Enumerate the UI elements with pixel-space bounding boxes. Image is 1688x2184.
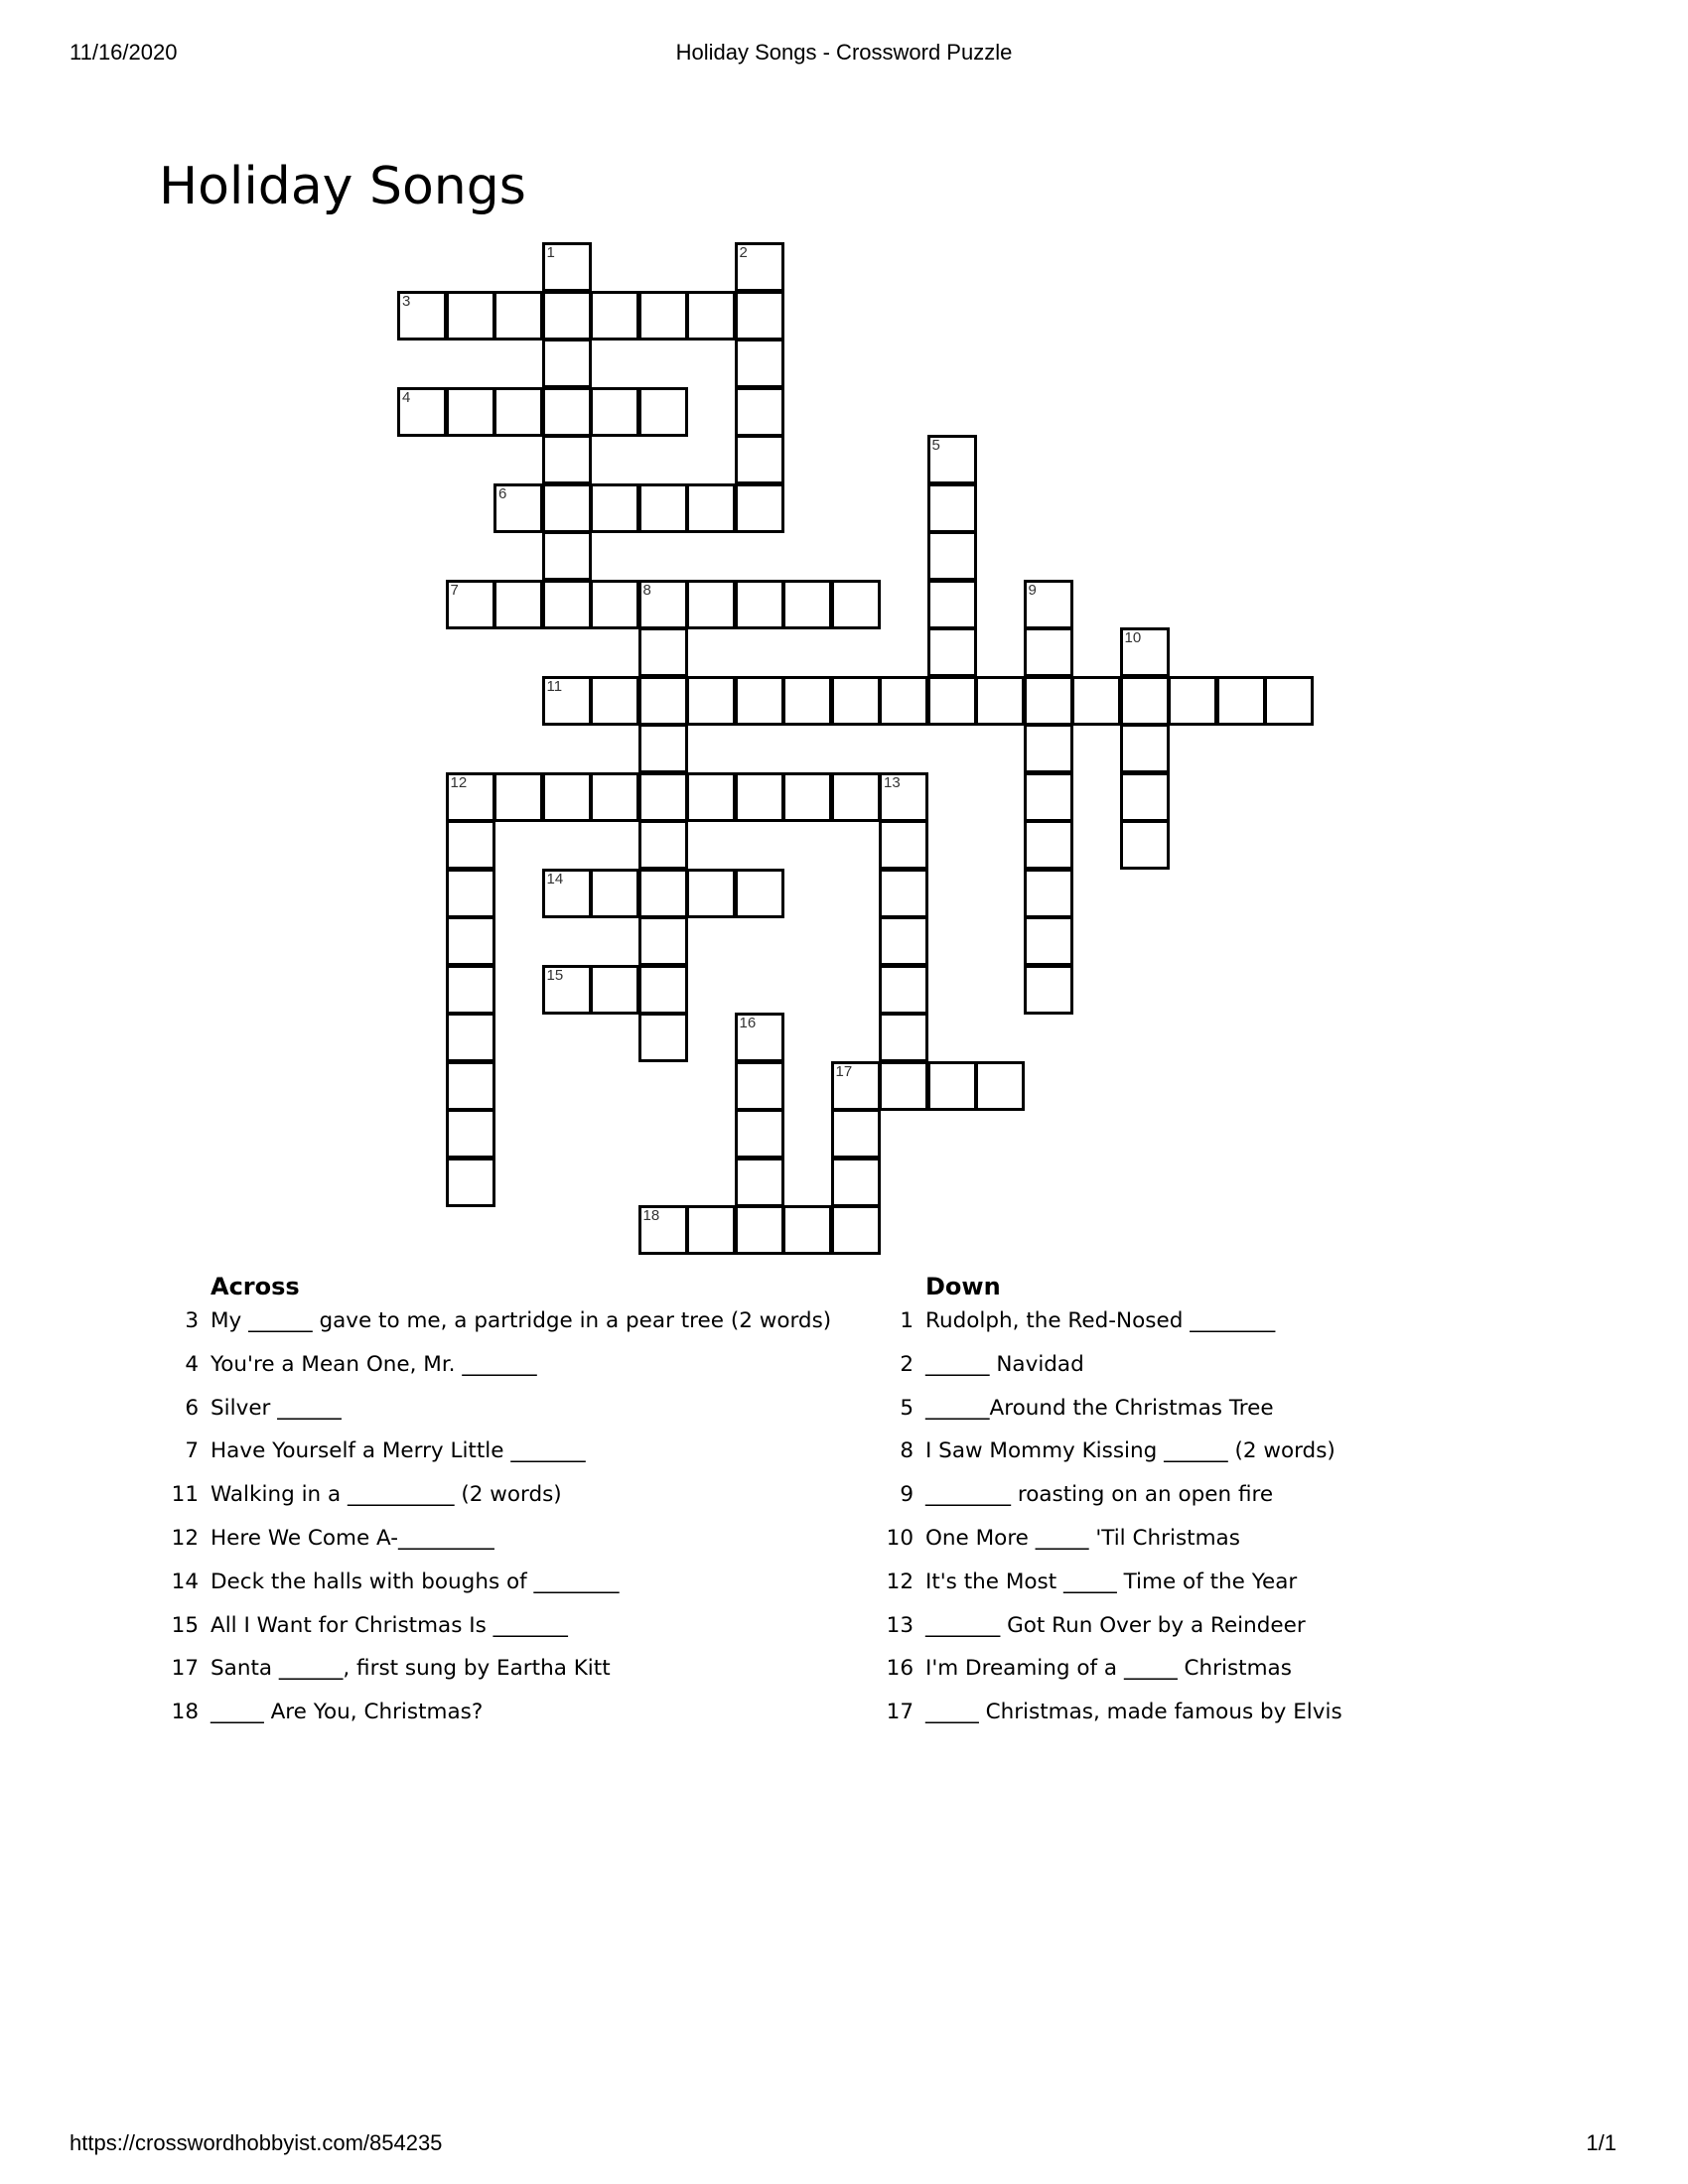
grid-cell[interactable] (446, 291, 495, 341)
clue-number: 3 (185, 1308, 199, 1333)
grid-cell[interactable] (831, 1158, 881, 1207)
clue-text: ________ roasting on an open fire (925, 1482, 1274, 1508)
grid-cell[interactable] (1024, 772, 1073, 822)
grid-cell[interactable] (446, 387, 495, 437)
clue-text: Have Yourself a Merry Little _______ (211, 1438, 586, 1464)
grid-cell[interactable] (879, 676, 928, 726)
clue-text: Walking in a __________ (2 words) (211, 1482, 562, 1508)
grid-cell[interactable] (1024, 965, 1073, 1015)
grid-cell[interactable] (446, 965, 495, 1015)
grid-cell[interactable] (879, 1013, 928, 1062)
grid-cell[interactable] (590, 387, 639, 437)
clue-text: It's the Most _____ Time of the Year (925, 1569, 1298, 1594)
grid-cell[interactable] (735, 387, 784, 437)
clue-text: One More _____ 'Til Christmas (925, 1525, 1240, 1551)
grid-cell[interactable] (686, 869, 736, 918)
print-page-number: 1/1 (1586, 2130, 1617, 2155)
grid-cell[interactable] (686, 1205, 736, 1255)
grid-cell[interactable] (590, 772, 639, 822)
grid-cell[interactable] (638, 1205, 688, 1255)
grid-cell[interactable] (590, 580, 639, 629)
clue-item (159, 1570, 854, 1613)
grid-cell[interactable] (831, 1109, 881, 1159)
grid-cell[interactable] (542, 531, 592, 581)
grid-cell[interactable] (927, 676, 977, 726)
grid-cell[interactable] (782, 772, 832, 822)
clue-number: 17 (886, 1700, 914, 1725)
grid-cell[interactable] (831, 1061, 881, 1111)
grid-cell[interactable] (1024, 724, 1073, 773)
grid-cell[interactable] (493, 772, 543, 822)
grid-cell[interactable] (590, 291, 639, 341)
clue-number: 15 (171, 1612, 199, 1638)
grid-cell[interactable] (638, 1013, 688, 1062)
grid-cell[interactable] (590, 869, 639, 918)
grid-cell[interactable] (493, 387, 543, 437)
grid-cell[interactable] (735, 580, 784, 629)
across-clues (159, 1273, 854, 1743)
grid-cell[interactable] (446, 1061, 495, 1111)
cell-number: 1 (546, 244, 555, 261)
clue-text: I Saw Mommy Kissing ______ (2 words) (925, 1438, 1336, 1464)
clue-item (874, 1396, 1489, 1439)
clue-number: 18 (171, 1700, 199, 1725)
cell-number: 7 (450, 581, 459, 599)
grid-cell[interactable] (542, 339, 592, 388)
grid-cell[interactable] (542, 435, 592, 484)
grid-cell[interactable] (735, 772, 784, 822)
clue-item (874, 1700, 1489, 1743)
clue-item (159, 1352, 854, 1396)
clue-number: 4 (185, 1351, 199, 1377)
grid-cell[interactable] (638, 627, 688, 677)
grid-cell[interactable] (735, 435, 784, 484)
cell-number: 17 (835, 1062, 853, 1080)
clue-item (159, 1396, 854, 1439)
grid-cell[interactable] (831, 1205, 881, 1255)
grid-cell[interactable] (686, 580, 736, 629)
clue-number: 13 (886, 1612, 914, 1638)
down-clues (874, 1273, 1489, 1743)
grid-cell[interactable] (1071, 676, 1121, 726)
clue-item (874, 1656, 1489, 1700)
grid-cell[interactable] (735, 1158, 784, 1207)
puzzle-title: Holiday Songs (159, 157, 526, 216)
cell-number: 6 (498, 484, 507, 502)
grid-cell[interactable] (1120, 772, 1170, 822)
clue-item (159, 1526, 854, 1570)
clue-text: Santa ______, first sung by Eartha Kitt (211, 1656, 611, 1682)
grid-cell[interactable] (493, 580, 543, 629)
clue-item (159, 1613, 854, 1657)
grid-cell[interactable] (542, 965, 592, 1015)
grid-cell[interactable] (638, 772, 688, 822)
grid-cell[interactable] (879, 869, 928, 918)
clue-text: _______ Got Run Over by a Reindeer (925, 1612, 1306, 1638)
grid-cell[interactable] (1168, 676, 1217, 726)
clue-item (874, 1438, 1489, 1482)
grid-cell[interactable] (782, 1205, 832, 1255)
grid-cell[interactable] (638, 291, 688, 341)
grid-cell[interactable] (493, 291, 543, 341)
cell-number: 11 (546, 677, 563, 695)
grid-cell[interactable] (446, 820, 495, 870)
grid-cell[interactable] (1120, 820, 1170, 870)
grid-cell[interactable] (879, 820, 928, 870)
grid-cell[interactable] (542, 676, 592, 726)
clue-item (159, 1308, 854, 1352)
grid-cell[interactable] (686, 483, 736, 533)
grid-cell[interactable] (735, 242, 784, 292)
cell-number: 3 (402, 292, 411, 310)
grid-cell[interactable] (542, 291, 592, 341)
grid-cell[interactable] (638, 483, 688, 533)
print-footer-url: https://crosswordhobbyist.com/854235 (70, 2130, 443, 2155)
clue-number: 9 (900, 1482, 914, 1508)
grid-cell[interactable] (831, 676, 881, 726)
grid-cell[interactable] (542, 387, 592, 437)
grid-cell[interactable] (542, 772, 592, 822)
grid-cell[interactable] (493, 483, 543, 533)
grid-cell[interactable] (1024, 676, 1073, 726)
grid-cell[interactable] (735, 1205, 784, 1255)
grid-cell[interactable] (686, 772, 736, 822)
grid-cell[interactable] (1120, 627, 1170, 677)
print-date: 11/16/2020 (70, 40, 178, 65)
grid-cell[interactable] (735, 869, 784, 918)
grid-cell[interactable] (638, 869, 688, 918)
grid-cell[interactable] (927, 580, 977, 629)
grid-cell[interactable] (735, 339, 784, 388)
cell-number: 5 (931, 437, 940, 454)
down-clue-list (874, 1308, 1489, 1743)
grid-cell[interactable] (638, 387, 688, 437)
grid-cell[interactable] (879, 916, 928, 966)
grid-cell[interactable] (735, 1013, 784, 1062)
clue-item (874, 1526, 1489, 1570)
clue-text: ______Around the Christmas Tree (925, 1395, 1274, 1421)
grid-cell[interactable] (686, 676, 736, 726)
grid-cell[interactable] (638, 580, 688, 629)
grid-cell[interactable] (735, 1109, 784, 1159)
grid-cell[interactable] (446, 1158, 495, 1207)
clue-item (159, 1482, 854, 1526)
clue-text: I'm Dreaming of a _____ Christmas (925, 1656, 1292, 1682)
grid-cell[interactable] (638, 820, 688, 870)
grid-cell[interactable] (1024, 580, 1073, 629)
clue-number: 12 (886, 1569, 914, 1594)
clue-text: Here We Come A-_________ (211, 1525, 494, 1551)
clue-number: 2 (900, 1351, 914, 1377)
clue-item (874, 1613, 1489, 1657)
grid-cell[interactable] (446, 916, 495, 966)
grid-cell[interactable] (927, 483, 977, 533)
cell-number: 16 (739, 1015, 757, 1031)
grid-cell[interactable] (879, 965, 928, 1015)
grid-cell[interactable] (1024, 820, 1073, 870)
grid-cell[interactable] (446, 772, 495, 822)
grid-cell[interactable] (542, 242, 592, 292)
clue-number: 14 (171, 1569, 199, 1594)
clue-text: Deck the halls with boughs of ________ (211, 1569, 620, 1594)
cell-number: 4 (402, 388, 411, 406)
grid-cell[interactable] (590, 965, 639, 1015)
clue-item (159, 1438, 854, 1482)
print-header-title: Holiday Songs - Crossword Puzzle (675, 40, 1013, 65)
clue-text: You're a Mean One, Mr. _______ (211, 1351, 537, 1377)
cell-number: 14 (546, 870, 564, 887)
grid-cell[interactable] (446, 869, 495, 918)
cell-number: 10 (1124, 629, 1142, 646)
clue-number: 8 (900, 1438, 914, 1464)
cell-number: 13 (884, 773, 901, 791)
clue-number: 5 (900, 1395, 914, 1421)
grid-cell[interactable] (1024, 627, 1073, 677)
cell-number: 18 (642, 1207, 660, 1224)
grid-cell[interactable] (590, 483, 639, 533)
clue-number: 7 (185, 1438, 199, 1464)
grid-cell[interactable] (782, 676, 832, 726)
grid-cell[interactable] (638, 724, 688, 773)
cell-number: 12 (450, 773, 468, 791)
grid-cell[interactable] (927, 627, 977, 677)
grid-cell[interactable] (735, 1061, 784, 1111)
down-heading: Down (925, 1273, 1001, 1300)
clue-text: ______ Navidad (925, 1351, 1084, 1377)
grid-cell[interactable] (638, 916, 688, 966)
cell-number: 8 (642, 581, 651, 599)
grid-cell[interactable] (590, 676, 639, 726)
grid-cell[interactable] (879, 772, 928, 822)
clue-item (874, 1482, 1489, 1526)
grid-cell[interactable] (638, 676, 688, 726)
grid-cell[interactable] (879, 1061, 928, 1111)
grid-cell[interactable] (542, 580, 592, 629)
cell-number: 15 (546, 966, 564, 984)
grid-cell[interactable] (782, 580, 832, 629)
grid-cell[interactable] (1216, 676, 1266, 726)
grid-cell[interactable] (1120, 724, 1170, 773)
clue-number: 12 (171, 1525, 199, 1551)
clue-text: _____ Christmas, made famous by Elvis (925, 1700, 1342, 1725)
grid-cell[interactable] (446, 1013, 495, 1062)
grid-cell[interactable] (927, 531, 977, 581)
clue-item (874, 1308, 1489, 1352)
grid-cell[interactable] (446, 580, 495, 629)
grid-cell[interactable] (1120, 676, 1170, 726)
grid-cell[interactable] (927, 1061, 977, 1111)
clue-number: 16 (886, 1656, 914, 1682)
across-heading: Across (211, 1273, 300, 1300)
grid-cell[interactable] (1264, 676, 1314, 726)
clue-number: 17 (171, 1656, 199, 1682)
grid-cell[interactable] (446, 1109, 495, 1159)
cell-number: 2 (739, 244, 748, 261)
clue-number: 10 (886, 1525, 914, 1551)
grid-cell[interactable] (735, 291, 784, 341)
clue-text: All I Want for Christmas Is _______ (211, 1612, 568, 1638)
grid-cell[interactable] (397, 291, 447, 341)
grid-cell[interactable] (831, 772, 881, 822)
grid-cell[interactable] (975, 1061, 1025, 1111)
clue-text: Rudolph, the Red-Nosed ________ (925, 1308, 1276, 1333)
clue-text: My ______ gave to me, a partridge in a pear tree (2 words) (211, 1308, 832, 1333)
cell-number: 9 (1028, 581, 1037, 599)
grid-cell[interactable] (397, 387, 447, 437)
grid-cell[interactable] (542, 869, 592, 918)
clue-number: 1 (900, 1308, 914, 1333)
grid-cell[interactable] (927, 435, 977, 484)
clue-text: _____ Are You, Christmas? (211, 1700, 484, 1725)
grid-cell[interactable] (735, 676, 784, 726)
grid-cell[interactable] (831, 580, 881, 629)
clue-item (874, 1570, 1489, 1613)
clue-item (159, 1700, 854, 1743)
grid-cell[interactable] (735, 483, 784, 533)
grid-cell[interactable] (686, 291, 736, 341)
clue-item (874, 1352, 1489, 1396)
clue-number: 11 (171, 1482, 199, 1508)
grid-cell[interactable] (638, 965, 688, 1015)
across-clue-list (159, 1308, 854, 1743)
clue-number: 6 (185, 1395, 199, 1421)
grid-cell[interactable] (1024, 869, 1073, 918)
grid-cell[interactable] (975, 676, 1025, 726)
clue-item (159, 1656, 854, 1700)
grid-cell[interactable] (1024, 916, 1073, 966)
grid-cell[interactable] (542, 483, 592, 533)
clue-text: Silver ______ (211, 1395, 342, 1421)
